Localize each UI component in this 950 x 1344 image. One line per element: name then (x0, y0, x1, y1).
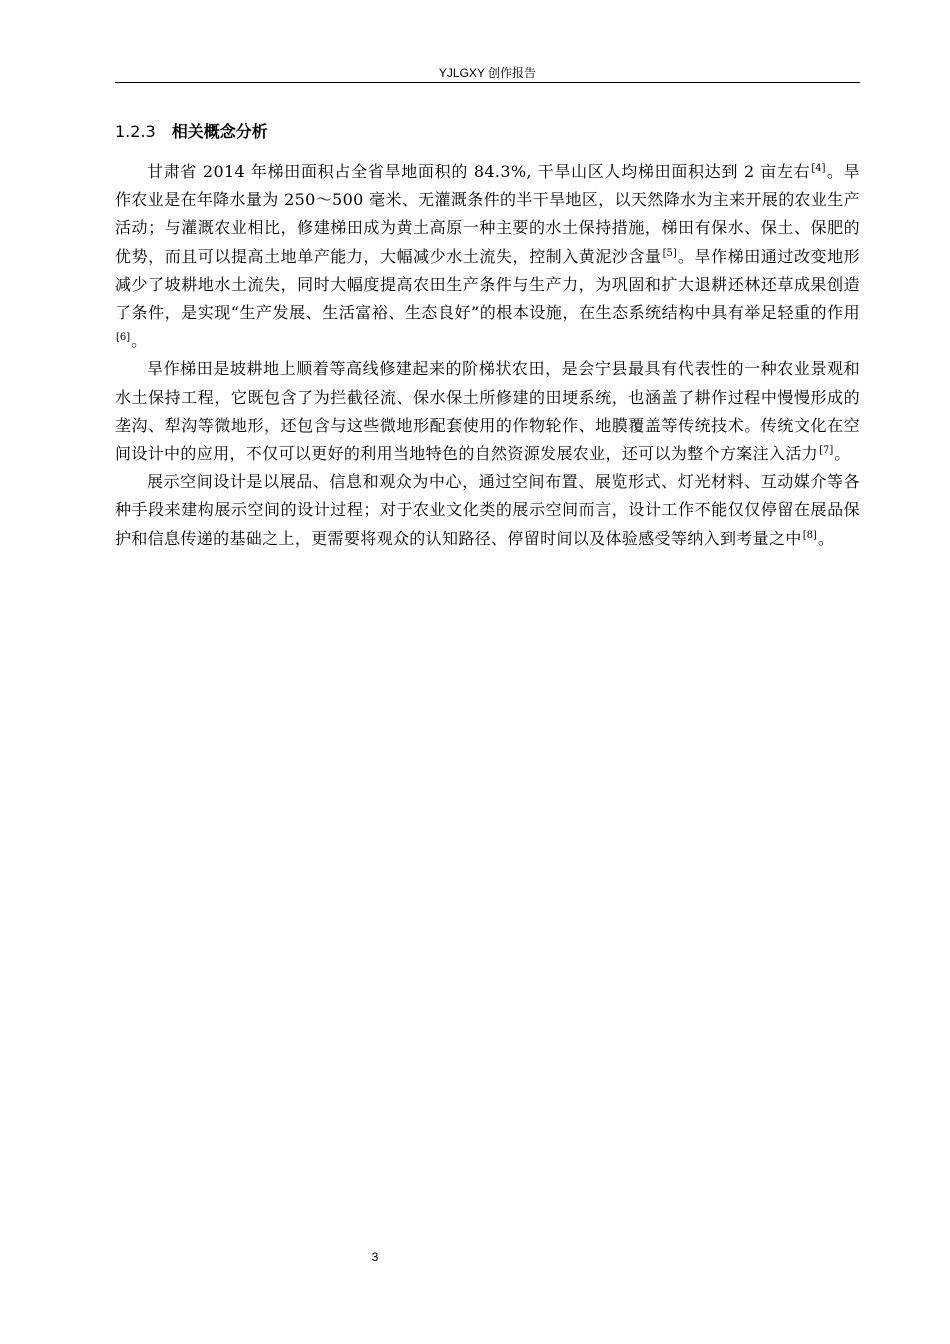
paragraph-text: 。旱作梯田通过改变地形减少了坡耕地水土流失，同时大幅度提高农田生产条件与生产力，为巩固和扩大退耕还林还草成果创造了条件，是实现“生产发展、生活富裕、生态良好”的根本设施，在生态系统结构中具有举足轻重的作用 (115, 246, 860, 323)
header-rule (115, 82, 860, 83)
paragraph-text: 。 (817, 528, 835, 548)
paragraph-3 (115, 468, 860, 553)
citation-5: [5] (662, 247, 677, 259)
citation-8: [8] (802, 529, 817, 541)
paragraph-2 (115, 355, 860, 468)
paragraph-text: 展示空间设计是以展品、信息和观众为中心，通过空间布置、展览形式、灯光材料、互动媒介等各种手段来建构展示空间的设计过程；对于农业文化类的展示空间而言，设计工作不能仅仅停留在展品保护和信息传递的基础之上，更需要将观众的认知路径、停留时间以及体验感受等纳入到考量之中 (115, 472, 860, 548)
page-number: 3 (371, 1250, 379, 1264)
paragraph-text: 。旱作农业是在年降水量为 250～500 毫米、无灌溉条件的半干旱地区，以天然降水为主来开展的农业生产活动；与灌溉农业相比，修建梯田成为黄土高原一种主要的水土保持措施，梯田有保水、保土、保肥的优势，而且可以提高土地单产能力，大幅减少水土流失，控制入黄泥沙含量 (115, 162, 860, 266)
section-title: 相关概念分析 (171, 122, 268, 141)
page-header: YJLGXY 创作报告 (438, 66, 537, 80)
body-text (115, 158, 860, 553)
paragraph-text: 旱作梯田是坡耕地上顺着等高线修建起来的阶梯状农田，是会宁县最具有代表性的一种农业景观和水土保持工程，它既包含了为拦截径流、保水保土所修建的田埂系统，也涵盖了耕作过程中慢慢形成的垄沟、犁沟等微地形，还包含与这些微地形配套使用的作物轮作、地膜覆盖等传统技术。传统文化在空间设计中的应用，不仅可以更好的利用当地特色的自然资源发展农业，还可以为整个方案注入活力 (115, 359, 860, 464)
citation-6: [6] (116, 332, 131, 344)
section-number: 1.2.3 (115, 122, 156, 141)
paragraph-text: 甘肃省 2014 年梯田面积占全省旱地面积的 84.3%, 干旱山区人均梯田面积达到 2 亩左右 (147, 162, 811, 181)
paragraph-text: 。 (131, 331, 148, 351)
paragraph-1 (115, 158, 860, 355)
section-heading (115, 121, 268, 143)
citation-7: [7] (819, 445, 834, 457)
citation-4: [4] (811, 163, 826, 174)
paragraph-text: 。 (834, 444, 851, 464)
